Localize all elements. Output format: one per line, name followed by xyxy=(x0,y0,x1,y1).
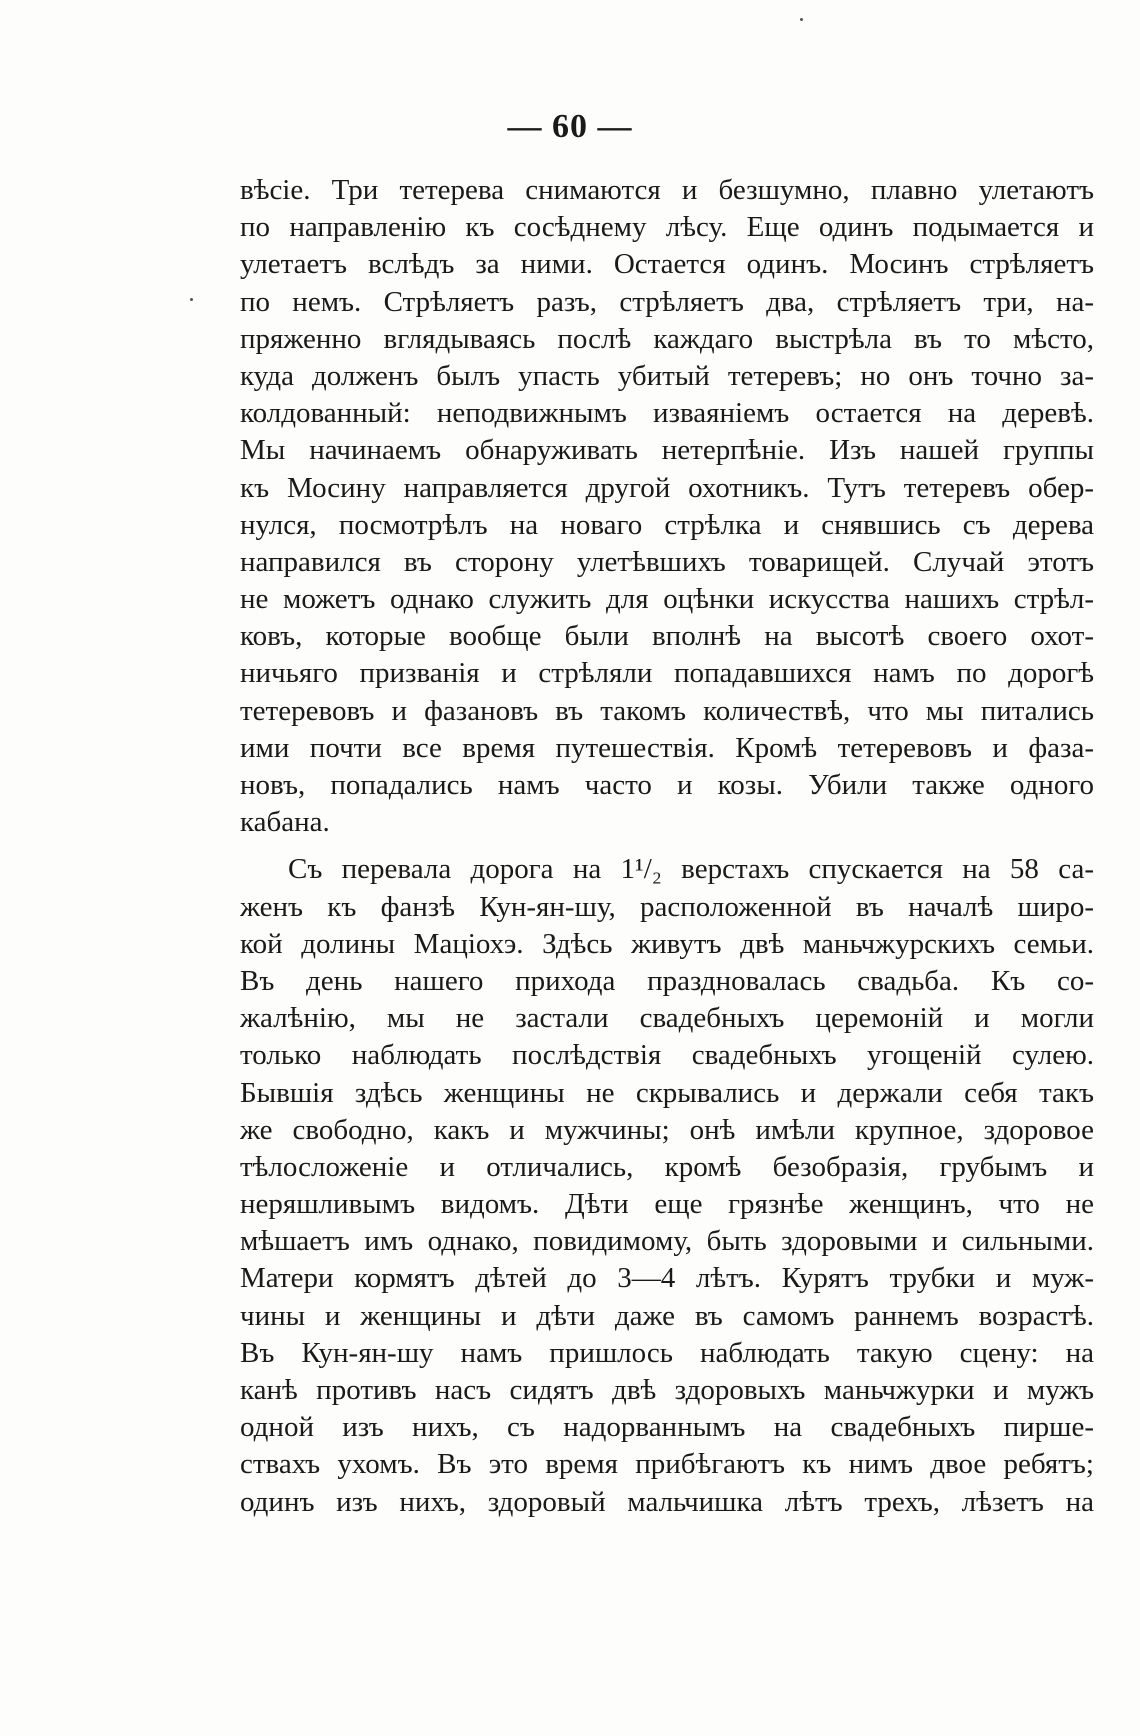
paragraph-1 xyxy=(240,172,1094,841)
text-line: мѣшаетъ имъ однако, повидимому, быть здоровыми и сильными. xyxy=(240,1225,1094,1258)
text-line: ствахъ ухомъ. Въ это время прибѣгаютъ къ нимъ двое ребятъ; xyxy=(240,1448,1094,1481)
body-text xyxy=(240,172,1094,1521)
paragraph-2 xyxy=(240,851,1094,1520)
text-line: же свободно, какъ и мужчины; онѣ имѣли крупное, здоровое xyxy=(240,1113,1094,1146)
text-line: Мы начинаемъ обнаруживать нетерпѣніе. Изъ нашей группы xyxy=(240,434,1094,467)
text-line: пряженно вглядываясь послѣ каждаго выстрѣла въ то мѣсто, xyxy=(240,322,1094,355)
text-line: Въ Кун-ян-шу намъ пришлось наблюдать такую сцену: на xyxy=(240,1336,1094,1369)
text-line: нулся, посмотрѣлъ на новаго стрѣлка и снявшись съ дерева xyxy=(240,508,1094,541)
text-line: улетаетъ вслѣдъ за ними. Остается одинъ. Мосинъ стрѣляетъ xyxy=(240,248,1094,281)
text-line: ковъ, которые вообще были вполнѣ на высотѣ своего охот- xyxy=(240,620,1094,653)
paragraph-gap xyxy=(240,841,1094,851)
text-line: женъ къ фанзѣ Кун-ян-шу, расположенной въ началѣ широ- xyxy=(240,890,1094,923)
text-line: ничьяго призванія и стрѣляли попадавшихся намъ по дорогѣ xyxy=(240,657,1094,690)
text-line: канѣ противъ насъ сидятъ двѣ здоровыхъ маньчжурки и мужъ xyxy=(240,1374,1094,1406)
text-line: тетеревовъ и фазановъ въ такомъ количествѣ, что мы питались xyxy=(240,694,1094,727)
print-speck xyxy=(800,18,803,21)
text-line: Бывшія здѣсь женщины не скрывались и держали себя такъ xyxy=(240,1076,1094,1109)
text-line: колдованный: неподвижнымъ изваяніемъ остается на деревѣ. xyxy=(240,397,1094,430)
text-line: одной изъ нихъ, съ надорваннымъ на свадебныхъ пирше- xyxy=(240,1411,1094,1444)
text-line: къ Мосину направляется другой охотникъ. Тутъ тетеревъ обер- xyxy=(240,471,1094,504)
text-line: не можетъ однако служить для оцѣнки искусства нашихъ стрѣл- xyxy=(240,583,1094,616)
text-line: по немъ. Стрѣляетъ разъ, стрѣляетъ два, стрѣляетъ три, на- xyxy=(240,285,1094,318)
text-line: кой долины Маціохэ. Здѣсь живутъ двѣ маньчжурскихъ семьи. xyxy=(240,927,1094,960)
page-number: — 60 — xyxy=(507,108,633,145)
text-line: одинъ изъ нихъ, здоровый мальчишка лѣтъ трехъ, лѣзетъ на xyxy=(240,1485,1094,1518)
text-line: кабана. xyxy=(240,806,330,839)
text-line: куда долженъ былъ упасть убитый тетеревъ; но онъ точно за- xyxy=(240,359,1094,392)
text-line: чины и женщины и дѣти даже въ самомъ раннемъ возрастѣ. xyxy=(240,1299,1094,1332)
print-speck xyxy=(190,298,193,301)
text-line: ими почти все время путешествія. Кромѣ тетеревовъ и фаза- xyxy=(240,731,1094,764)
text-line: Въ день нашего прихода праздновалась свадьба. Къ со- xyxy=(240,964,1094,997)
text-line: только наблюдать послѣдствія свадебныхъ угощеній сулею. xyxy=(240,1039,1094,1072)
text-line: Съ перевала дорога на 1¹/₂ верстахъ спускается на 58 са- xyxy=(288,853,1094,886)
text-line: новъ, попадались намъ часто и козы. Убили также одного xyxy=(240,769,1094,801)
text-line: тѣлосложеніе и отличались, кромѣ безобразія, грубымъ и xyxy=(240,1150,1094,1183)
text-line: жалѣнію, мы не застали свадебныхъ церемоній и могли xyxy=(240,1002,1094,1035)
text-line: Матери кормятъ дѣтей до 3—4 лѣтъ. Курятъ трубки и муж- xyxy=(240,1262,1094,1295)
text-line: неряшливымъ видомъ. Дѣти еще грязнѣе женщинъ, что не xyxy=(240,1188,1094,1221)
text-line: вѣсіе. Три тетерева снимаются и безшумно, плавно улетаютъ xyxy=(240,174,1094,206)
text-line: по направленію къ сосѣднему лѣсу. Еще одинъ подымается и xyxy=(240,211,1094,244)
text-line: направился въ сторону улетѣвшихъ товарищей. Случай этотъ xyxy=(240,545,1094,578)
